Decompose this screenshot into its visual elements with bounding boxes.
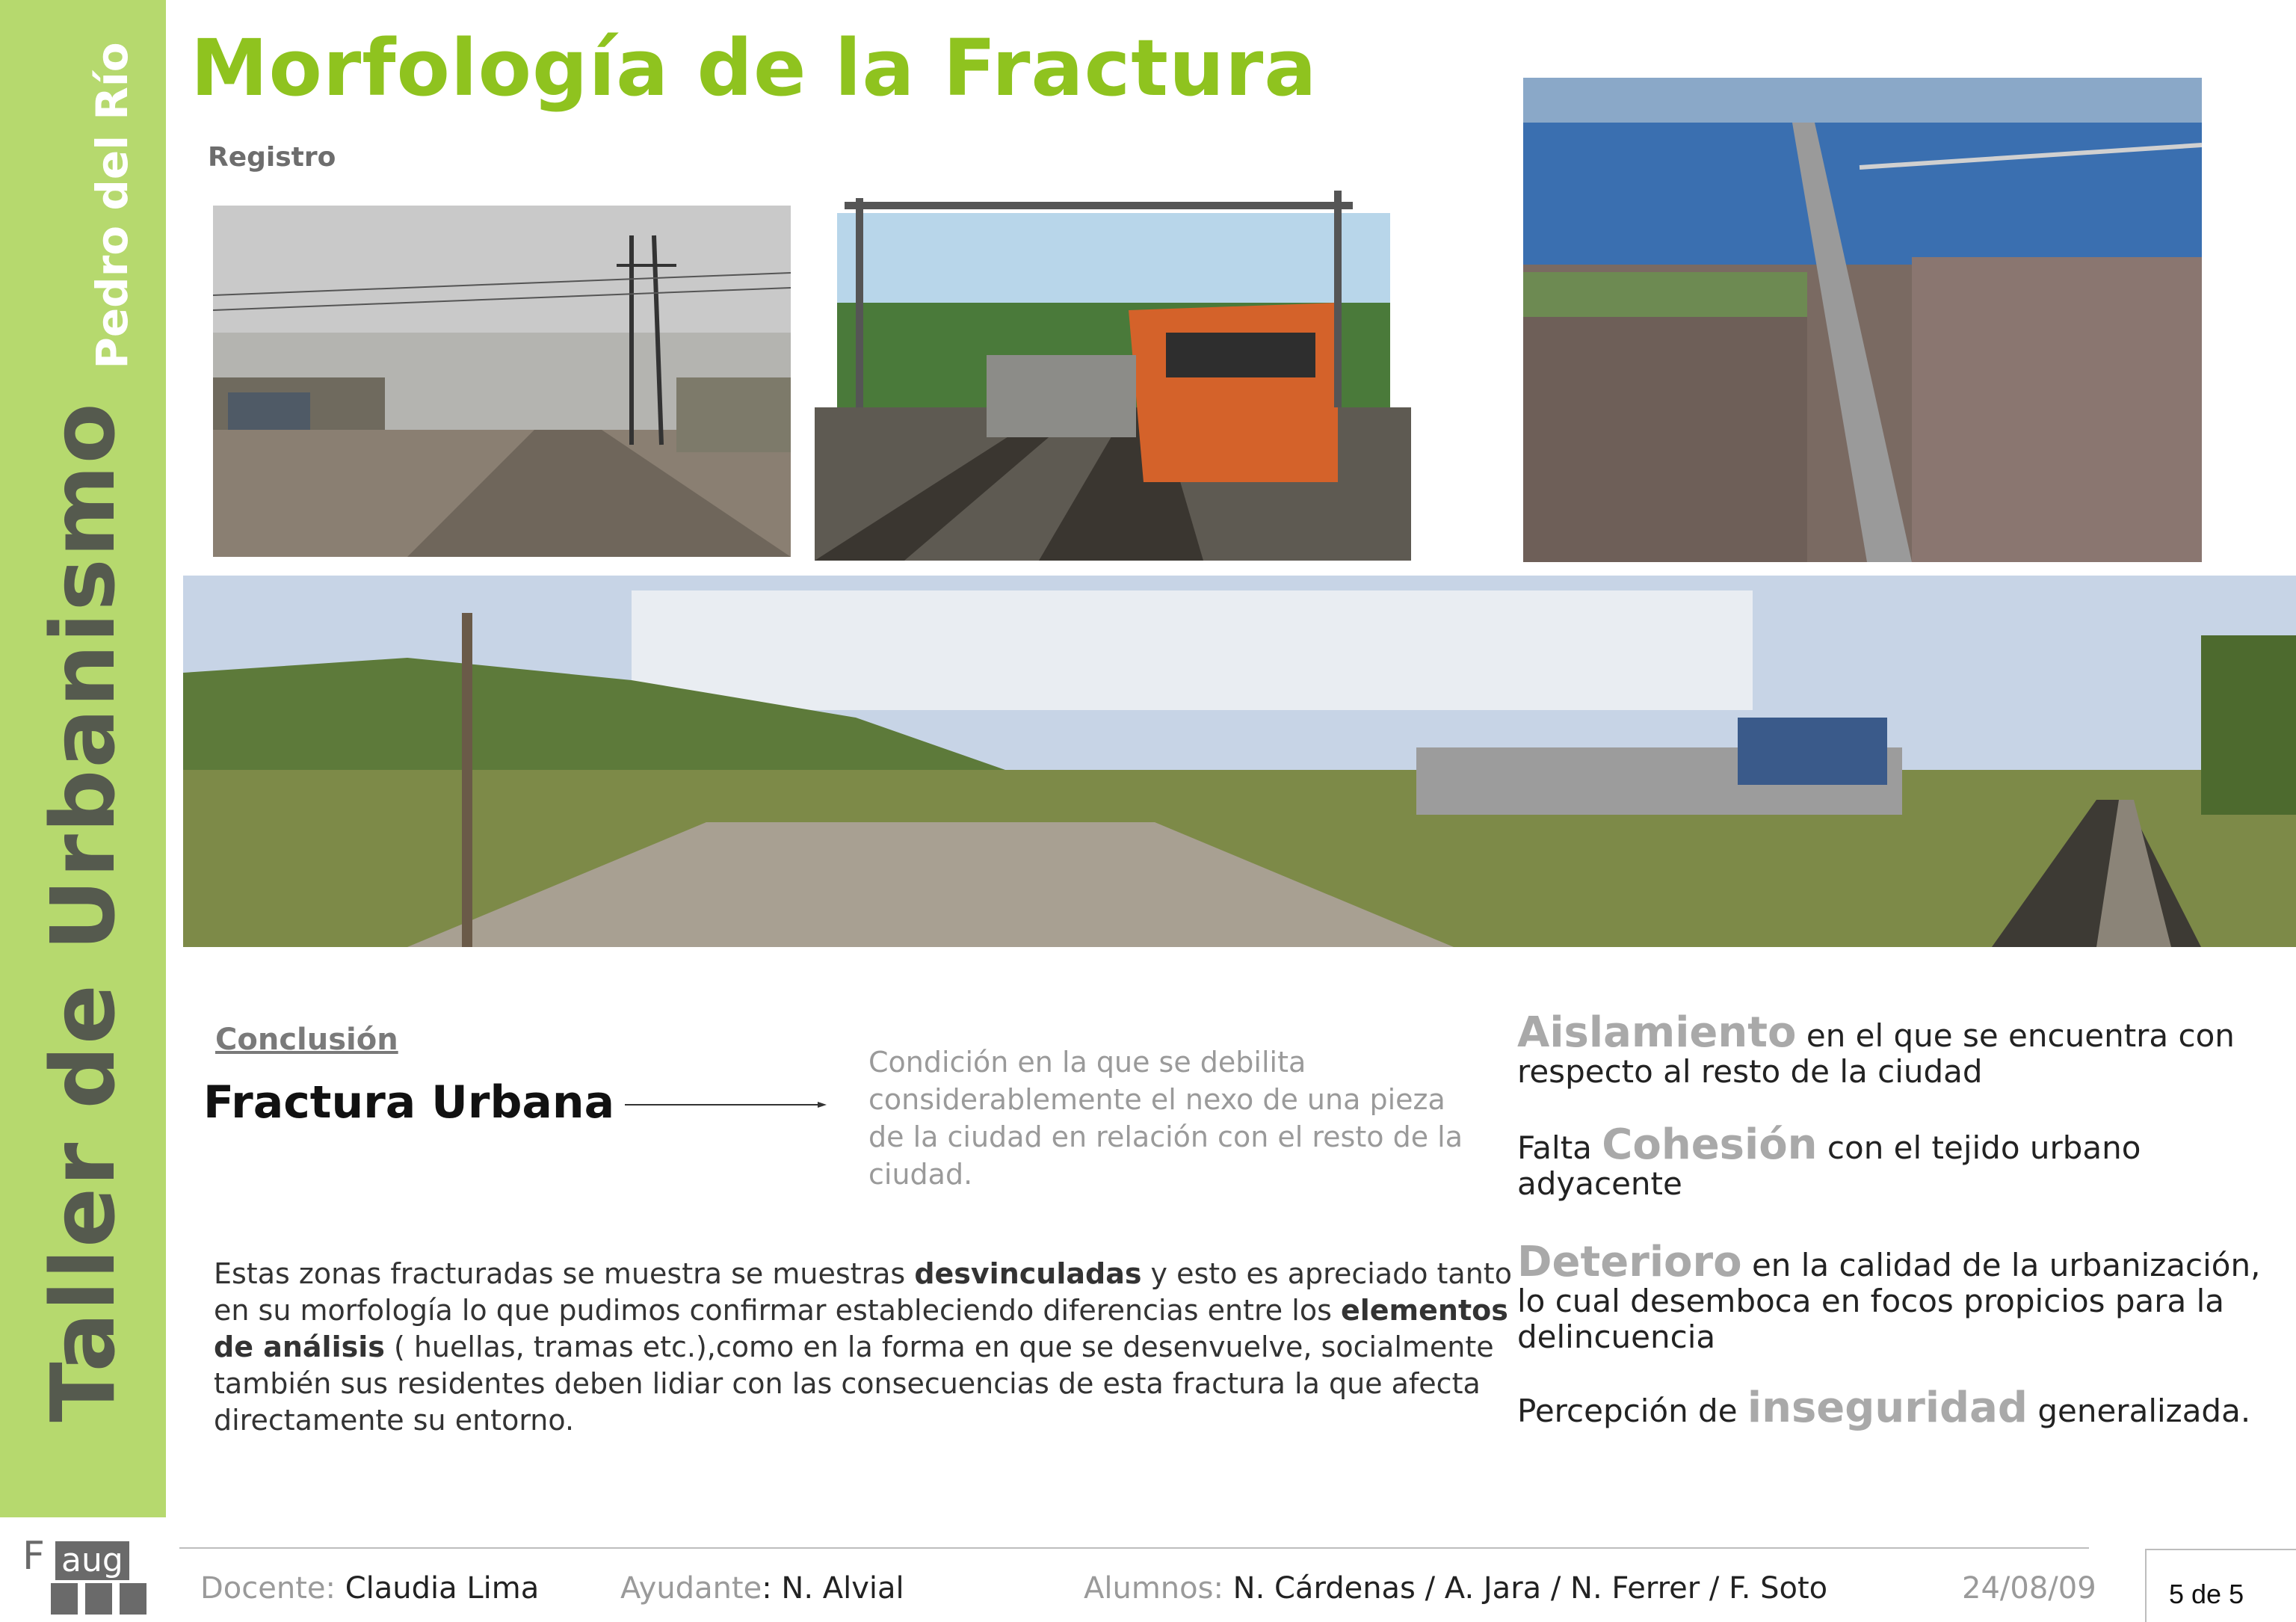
analysis-text-2: y esto es apreciado tanto en su morfología lo que pudimos confirmar estableciendo diferencias entre los <box>214 1257 1512 1327</box>
arrow-right-icon <box>625 1100 827 1109</box>
page-subtitle: Registro <box>208 142 336 173</box>
analysis-bold-2: elementos de análisis <box>214 1294 1508 1363</box>
faug-logo-rest: aug <box>55 1541 129 1580</box>
keyword-deterioro: Deterioro <box>1517 1238 1742 1286</box>
footer-date: 24/08/09 <box>1962 1571 2096 1606</box>
point-aislamiento: Aislamiento en el que se encuentra con respecto al resto de la ciudad <box>1517 1008 2235 1090</box>
sidebar <box>0 0 166 1517</box>
street-power-lines-photo <box>213 206 791 557</box>
footer-divider <box>179 1547 2089 1549</box>
footer-alumnos: Alumnos: N. Cárdenas / A. Jara / N. Ferrer / F. Soto <box>1084 1571 1828 1606</box>
point-deterioro: Deterioro en la calidad de la urbanización, lo cual desemboca en focos propicios para la delincuencia <box>1517 1238 2261 1355</box>
page-number-box <box>2145 1549 2296 1622</box>
footer-ayudante: Ayudante: N. Alvial <box>620 1571 904 1606</box>
conclusion-label: Conclusión <box>215 1023 398 1057</box>
keyword-aislamiento: Aislamiento <box>1517 1008 1797 1057</box>
conclusion-definition: Condición en la que se debilita considerablemente el nexo de una pieza de la ciudad en relación con el resto de la ciudad. <box>868 1046 1463 1191</box>
analysis-bold-1: desvinculadas <box>914 1257 1142 1290</box>
faug-logo-bars-icon <box>51 1583 148 1615</box>
keyword-cohesion: Cohesión <box>1602 1120 1818 1169</box>
point-cohesion: Falta Cohesión con el tejido urbano adyacente <box>1517 1120 2141 1202</box>
course-title: Taller de Urbanismo <box>31 401 135 1422</box>
analysis-paragraph <box>214 1256 1529 1439</box>
faug-logo <box>0 1517 166 1622</box>
faug-logo-first-letter: F <box>22 1534 45 1579</box>
footer-docente: Docente: Claudia Lima <box>200 1571 540 1606</box>
aerial-bridge-city-photo <box>1523 78 2202 562</box>
orange-train-photo <box>815 183 1411 561</box>
analysis-text-1: Estas zonas fracturadas se muestra se muestras <box>214 1257 915 1290</box>
page-title: Morfología de la Fractura <box>191 22 1318 114</box>
panorama-railway-photo <box>183 576 2296 947</box>
conclusion-title: Fractura Urbana <box>203 1076 615 1129</box>
analysis-text-3: ( huellas, tramas etc.),como en la forma en que se desenvuelve, socialmente también sus residentes deben lidiar con las consecuencias de esta fractura la que afecta directamente su entorno. <box>214 1330 1494 1437</box>
point-inseguridad: Percepción de inseguridad generalizada. <box>1517 1384 2251 1432</box>
keyword-inseguridad: inseguridad <box>1747 1384 2028 1432</box>
professor-name: Pedro del Río <box>87 42 138 369</box>
faug-logo-mark <box>12 1526 151 1615</box>
page-number: 5 de 5 <box>2169 1579 2244 1609</box>
